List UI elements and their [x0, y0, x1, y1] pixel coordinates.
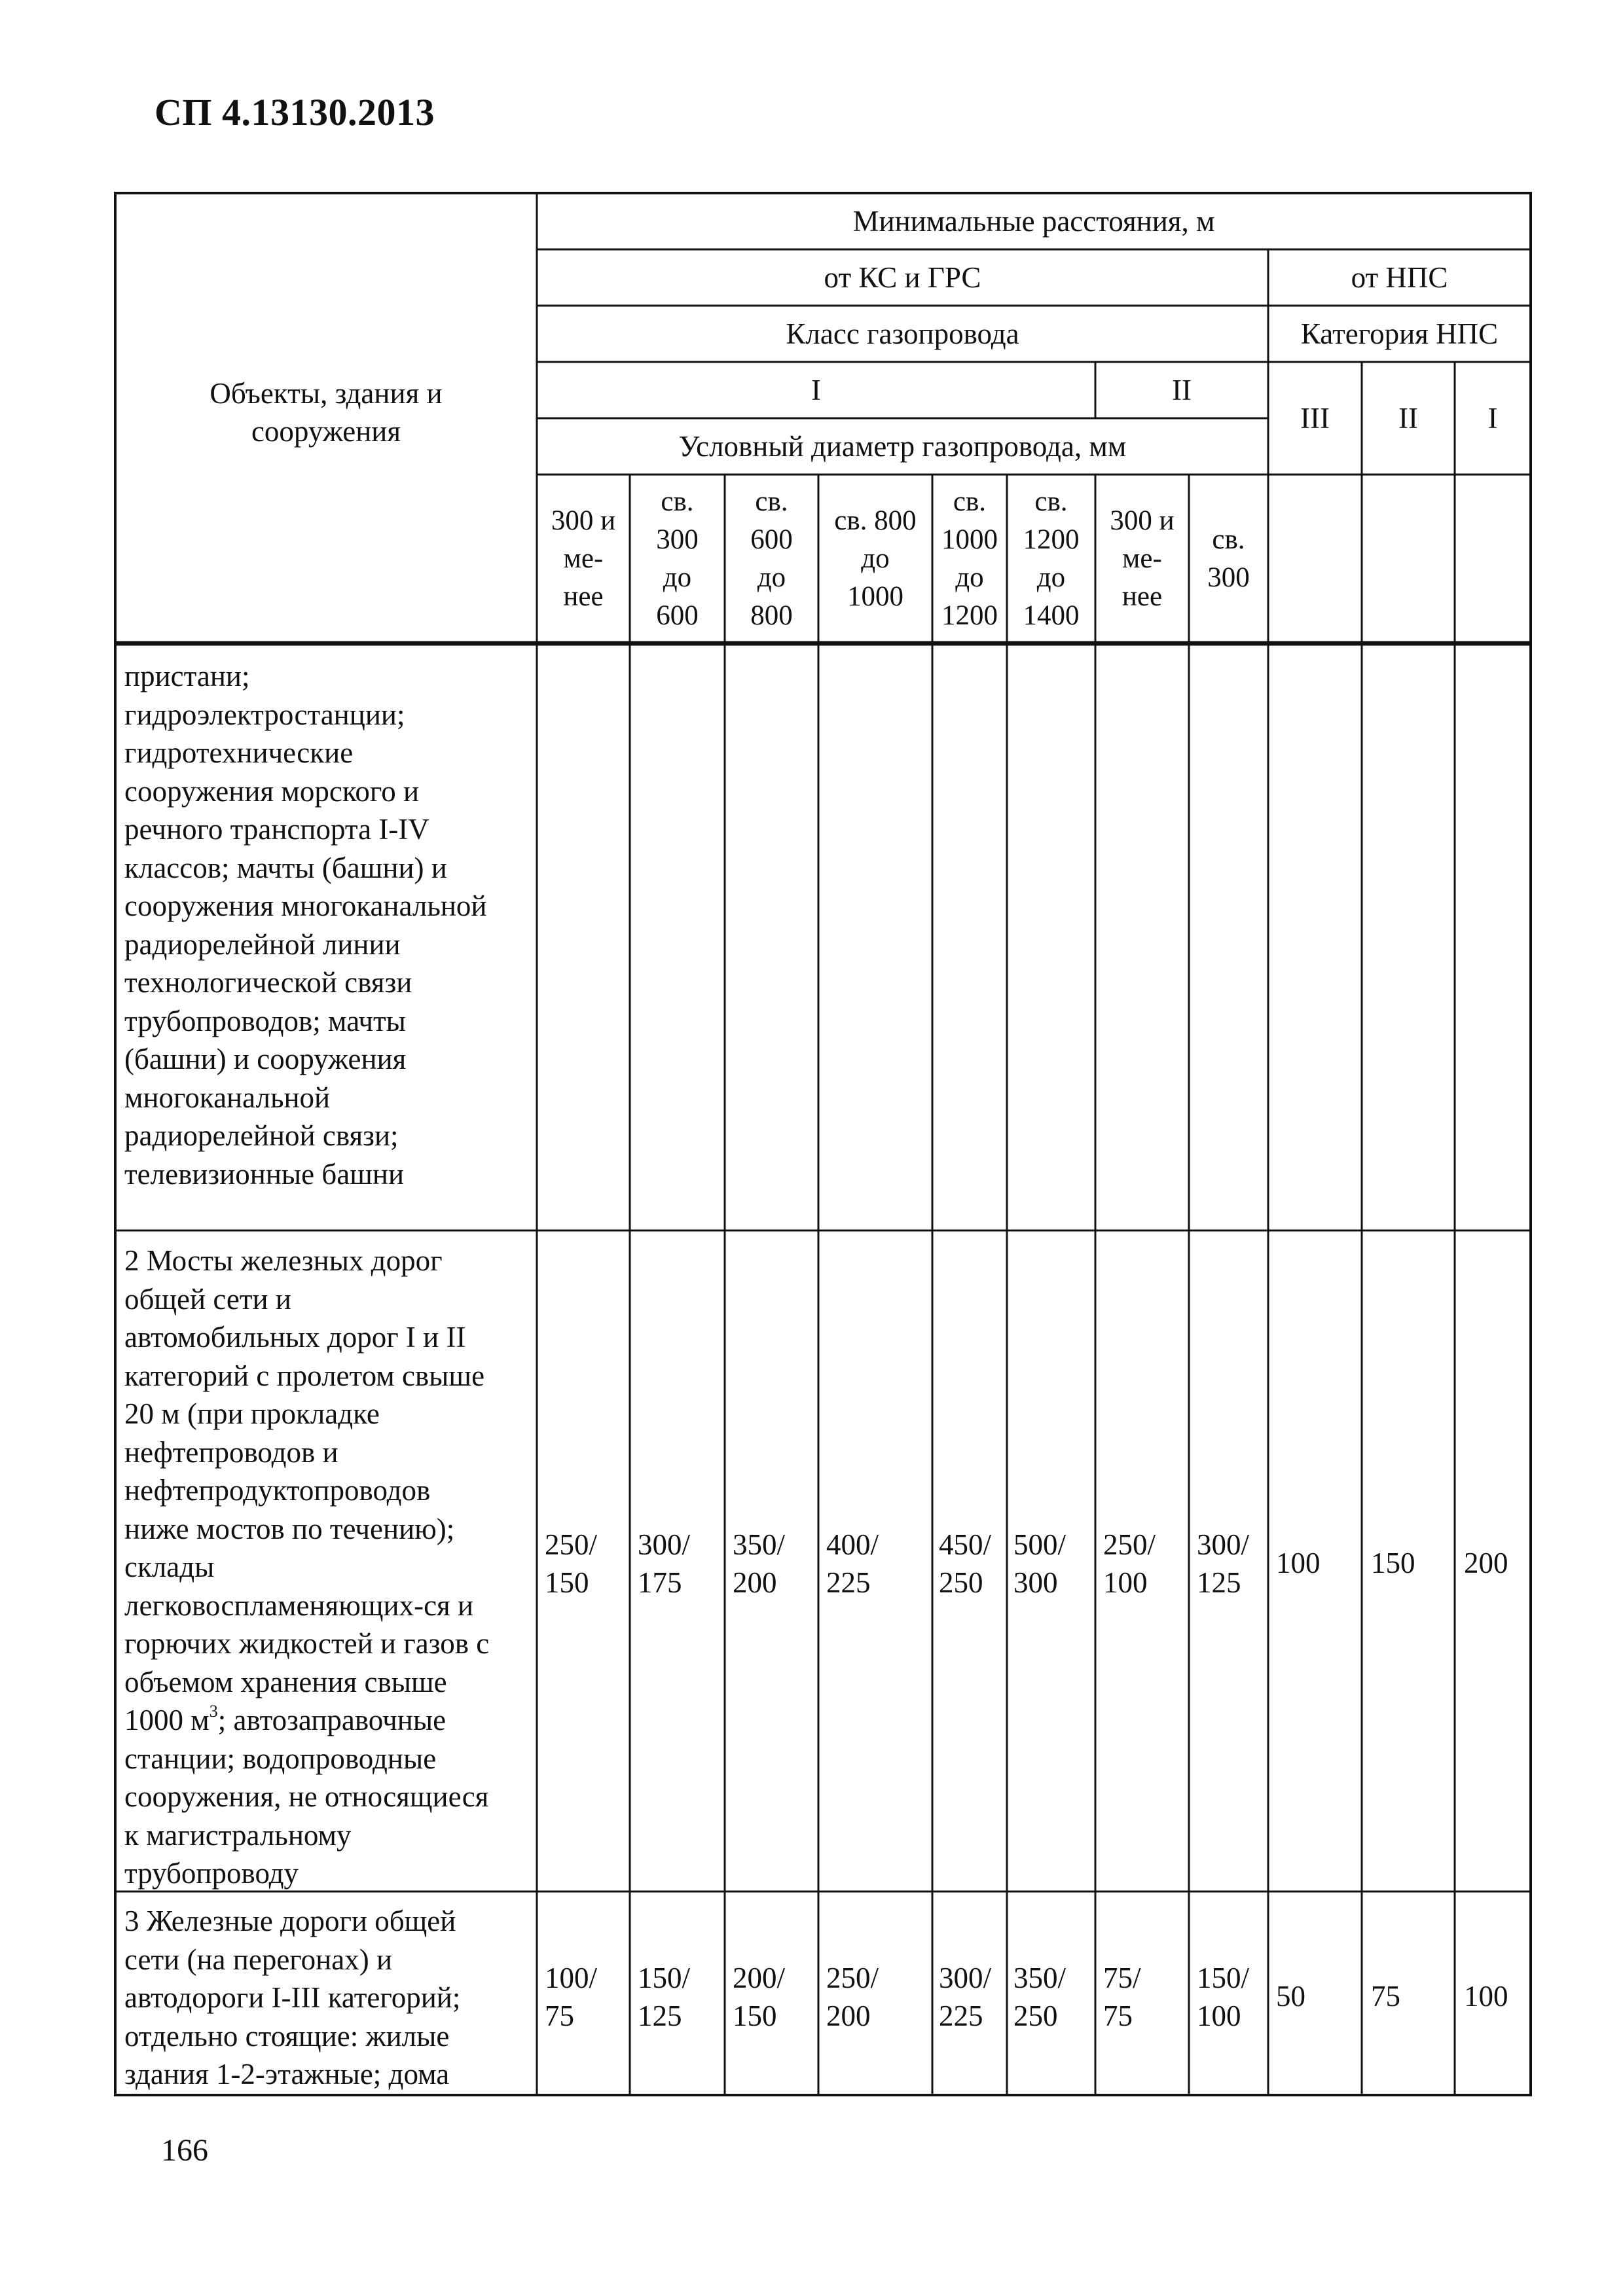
diameter-header: св. 600 до 800: [750, 486, 793, 631]
nps-category-1-header: I: [1487, 402, 1498, 435]
table-row-3-description: 3 Железные дороги общей сети (на перегонах) и автодороги I-III категорий; отдельно стоящие: жилые здания 1-2-этажные; дома: [124, 1905, 461, 2090]
table-cell-value: 450/ 250: [939, 1528, 992, 1599]
nps-category-2-header: II: [1398, 402, 1418, 435]
table-cell-value: 75/ 75: [1103, 1962, 1141, 2032]
table-cell-value: 150/ 125: [638, 1962, 691, 2032]
diameter-header: св. 1000 до 1200: [941, 486, 998, 631]
objects-header: Объекты, здания и сооружения: [210, 377, 443, 448]
table-cell-value: 150: [1371, 1547, 1415, 1579]
table-cell-value: 400/ 225: [826, 1528, 879, 1599]
table-cell-value: 250/ 100: [1103, 1528, 1156, 1599]
table-cell-value: 200/ 150: [733, 1962, 786, 2032]
diameter-header: св. 800 до 1000: [834, 505, 917, 612]
table-cell-value: 100: [1464, 1980, 1508, 2013]
table-cell-value: 100: [1276, 1547, 1321, 1579]
table-row-2-description: 2 Мосты железных дорог общей сети и автомобильных дорог I и II категорий с пролетом свыше 20 м (при прокладке нефтепроводов и нефтепродуктопроводов ниже мостов по течению); склады легковоспламеняющих-ся и горючих жидкостей и газов с объемом хранения свыше 1000 $м^3$; автозаправочные станции; водопроводные сооружения, не относящиеся к магистральному трубопроводу: [124, 1244, 490, 1890]
diameter-header: 300 и ме- нее: [1110, 505, 1175, 612]
from-ks-grs-header: от КС и ГРС: [824, 261, 981, 294]
pipeline-class-header: Класс газопровода: [786, 317, 1019, 350]
nps-category-header: Категория НПС: [1300, 317, 1499, 350]
table-cell-value: 350/ 200: [733, 1528, 786, 1599]
diameter-header: св. 300: [1207, 524, 1250, 593]
diameter-header: св. 300 до 600: [656, 486, 699, 631]
table-row-1-description: пристани; гидроэлектростанции; гидротехнические сооружения морского и речного транспорта I-IV классов; мачты (башни) и сооружения многоканальной радиорелейной линии технологической связи трубопроводов; мачты (башни) и сооружения многоканальной радиорелейной связи; телевизионные башни: [124, 660, 487, 1191]
table-cell-value: 300/ 225: [939, 1962, 992, 2032]
diameter-header: св. 1200 до 1400: [1023, 486, 1080, 631]
nps-category-3-header: III: [1300, 402, 1330, 435]
min-distances-header: Минимальные расстояния, м: [852, 205, 1215, 238]
from-nps-header: от НПС: [1351, 261, 1448, 294]
table-cell-value: 500/ 300: [1013, 1528, 1067, 1599]
table-cell-value: 300/ 125: [1197, 1528, 1250, 1599]
table-cell-value: 250/ 150: [545, 1528, 598, 1599]
table-cell-value: 50: [1276, 1980, 1305, 2013]
table-cell-value: 150/ 100: [1197, 1962, 1250, 2032]
table-cell-value: 100/ 75: [545, 1962, 598, 2032]
table-cell-value: 75: [1371, 1980, 1400, 2013]
class-2-header: II: [1172, 374, 1192, 406]
table-cell-value: 250/ 200: [826, 1962, 879, 2032]
diameter-header: 300 и ме- нее: [551, 505, 616, 612]
class-1-header: I: [811, 374, 821, 406]
table-cell-value: 350/ 250: [1013, 1962, 1067, 2032]
document-code: СП 4.13130.2013: [155, 91, 435, 134]
nominal-diameter-header: Условный диаметр газопровода, мм: [678, 430, 1127, 463]
page-number: 166: [161, 2133, 208, 2168]
table-cell-value: 300/ 175: [638, 1528, 691, 1599]
table-cell-value: 200: [1464, 1547, 1508, 1579]
